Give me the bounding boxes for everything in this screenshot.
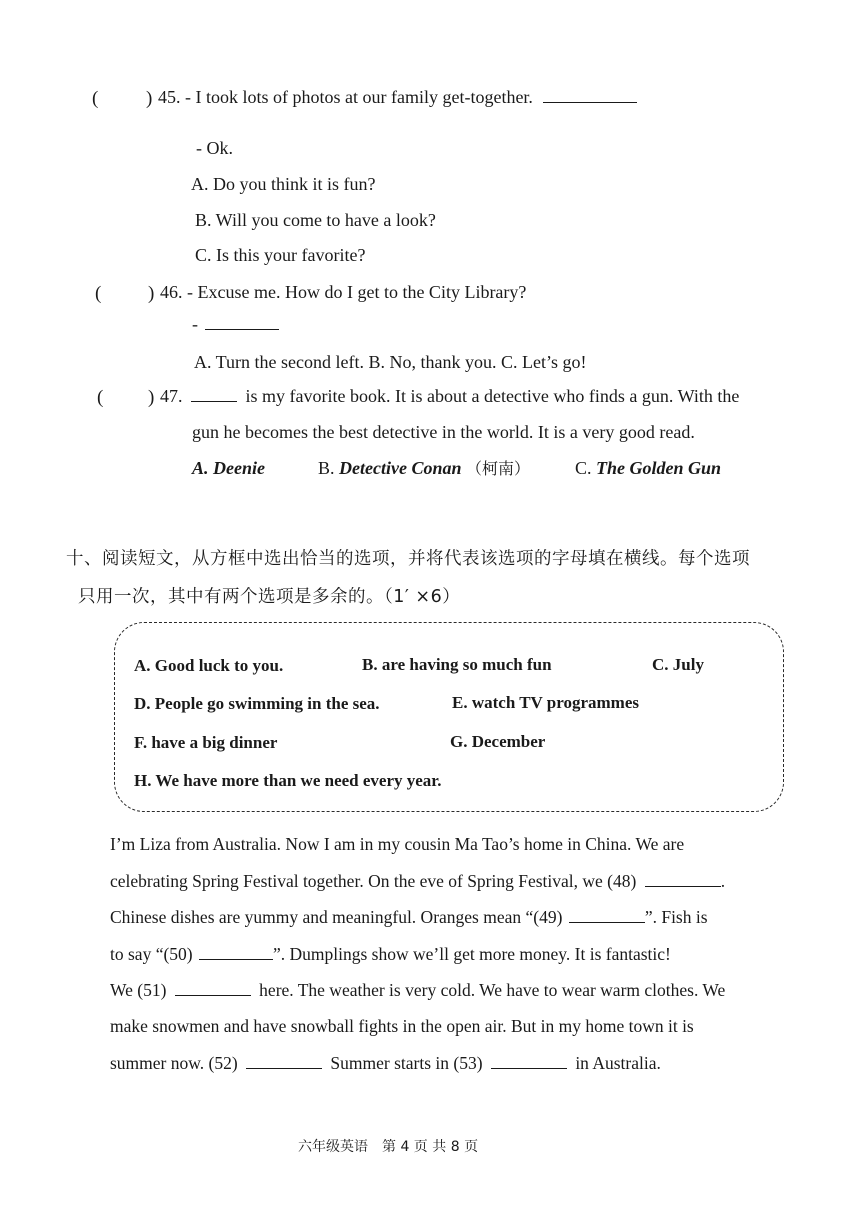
answer-paren-open-46: ( — [95, 283, 102, 304]
passage-line-7 — [110, 1053, 661, 1074]
question-47-number: 47. — [160, 386, 183, 406]
passage-line-4-text: to say “(50) — [110, 944, 193, 964]
answer-blank-48 — [645, 885, 721, 887]
passage-line-5 — [110, 980, 725, 1001]
passage-line-4-end: ”. Dumplings show we’ll get more money. It is fantastic! — [273, 944, 671, 964]
question-47-option-c-title: The Golden Gun — [596, 458, 722, 478]
answer-paren-close-45: ) — [146, 88, 153, 109]
box-option-g: G. December — [450, 732, 546, 751]
passage-line-7-mid: Summer starts in (53) — [330, 1053, 483, 1073]
question-47-option-c-letter: C. — [575, 458, 592, 478]
answer-paren-open-47: ( — [97, 387, 104, 408]
question-45-text: 45. - I took lots of photos at our family get-together. — [158, 87, 533, 107]
question-46-reply — [192, 314, 279, 335]
passage-line-4 — [110, 944, 671, 965]
answer-blank-49 — [569, 921, 645, 923]
passage-line-1: I’m Liza from Australia. Now I am in my cousin Ma Tao’s home in China. We are — [110, 834, 685, 854]
question-47-option-b-letter: B. — [317, 458, 335, 478]
question-46-reply-dash: - — [192, 314, 198, 334]
passage-line-3 — [110, 907, 708, 928]
answer-blank-50 — [199, 958, 273, 960]
question-45-option-c: C. Is this your favorite? — [195, 245, 366, 265]
passage-line-3-end: ”. Fish is — [644, 907, 708, 927]
question-47-text: is my favorite book. It is about a detective who finds a gun. With the — [245, 386, 740, 406]
passage-line-5-text: We (51) — [110, 980, 167, 1000]
question-45-option-a: A. Do you think it is fun? — [191, 174, 376, 194]
question-46-options: A. Turn the second left. B. No, thank you. C. Let’s go! — [194, 352, 587, 372]
passage-line-5-end: here. The weather is very cold. We have to wear warm clothes. We — [259, 980, 726, 1000]
answer-blank-45 — [543, 101, 637, 103]
passage-line-7-text: summer now. (52) — [110, 1053, 238, 1073]
passage-line-2 — [110, 871, 725, 892]
passage-line-2-text: celebrating Spring Festival together. On the eve of Spring Festival, we (48) — [110, 871, 637, 891]
question-47-options — [192, 456, 721, 479]
passage-line-2-end: . — [720, 871, 726, 891]
box-option-h: H. We have more than we need every year. — [134, 771, 442, 790]
answer-paren-close-46: ) — [148, 283, 155, 304]
question-47-line2: gun he becomes the best detective in the world. It is a very good read. — [192, 422, 695, 442]
question-47-option-b-cn: （柯南） — [465, 459, 530, 478]
question-47-option-a: A. Deenie — [192, 458, 265, 478]
question-47-line1 — [160, 386, 739, 407]
passage-line-7-end: in Australia. — [575, 1053, 661, 1073]
question-47-option-b-title: Detective Conan — [339, 458, 462, 478]
page-footer: 六年级英语 第 4 页 共 8 页 — [298, 1139, 479, 1155]
box-option-f: F. have a big dinner — [134, 733, 278, 752]
box-option-c: C. July — [652, 655, 704, 674]
box-option-a: A. Good luck to you. — [134, 656, 284, 675]
answer-blank-53 — [491, 1067, 567, 1069]
passage-line-6: make snowmen and have snowball fights in the open air. But in my home town it is — [110, 1016, 694, 1036]
section-10-title-line1: 十、阅读短文，从方框中选出恰当的选项，并将代表该选项的字母填在横线。每个选项 — [66, 549, 750, 569]
answer-blank-52 — [246, 1067, 322, 1069]
question-46-stem: 46. - Excuse me. How do I get to the City Library? — [160, 282, 527, 302]
box-option-e: E. watch TV programmes — [452, 693, 639, 712]
question-45-option-b: B. Will you come to have a look? — [195, 210, 436, 230]
box-option-d: D. People go swimming in the sea. — [134, 694, 380, 713]
section-10-title-line2: 只用一次，其中有两个选项是多余的。（1′ ×6） — [78, 587, 461, 607]
answer-paren-close-47: ) — [148, 387, 155, 408]
question-45-reply: - Ok. — [196, 138, 233, 158]
answer-blank-47 — [191, 400, 237, 402]
passage-line-3-text: Chinese dishes are yummy and meaningful. Oranges mean “(49) — [110, 907, 563, 927]
question-45-stem — [158, 87, 637, 108]
box-option-b: B. are having so much fun — [362, 655, 552, 674]
answer-paren-open-45: ( — [92, 88, 99, 109]
answer-blank-51 — [175, 994, 251, 996]
answer-blank-46 — [205, 328, 279, 330]
